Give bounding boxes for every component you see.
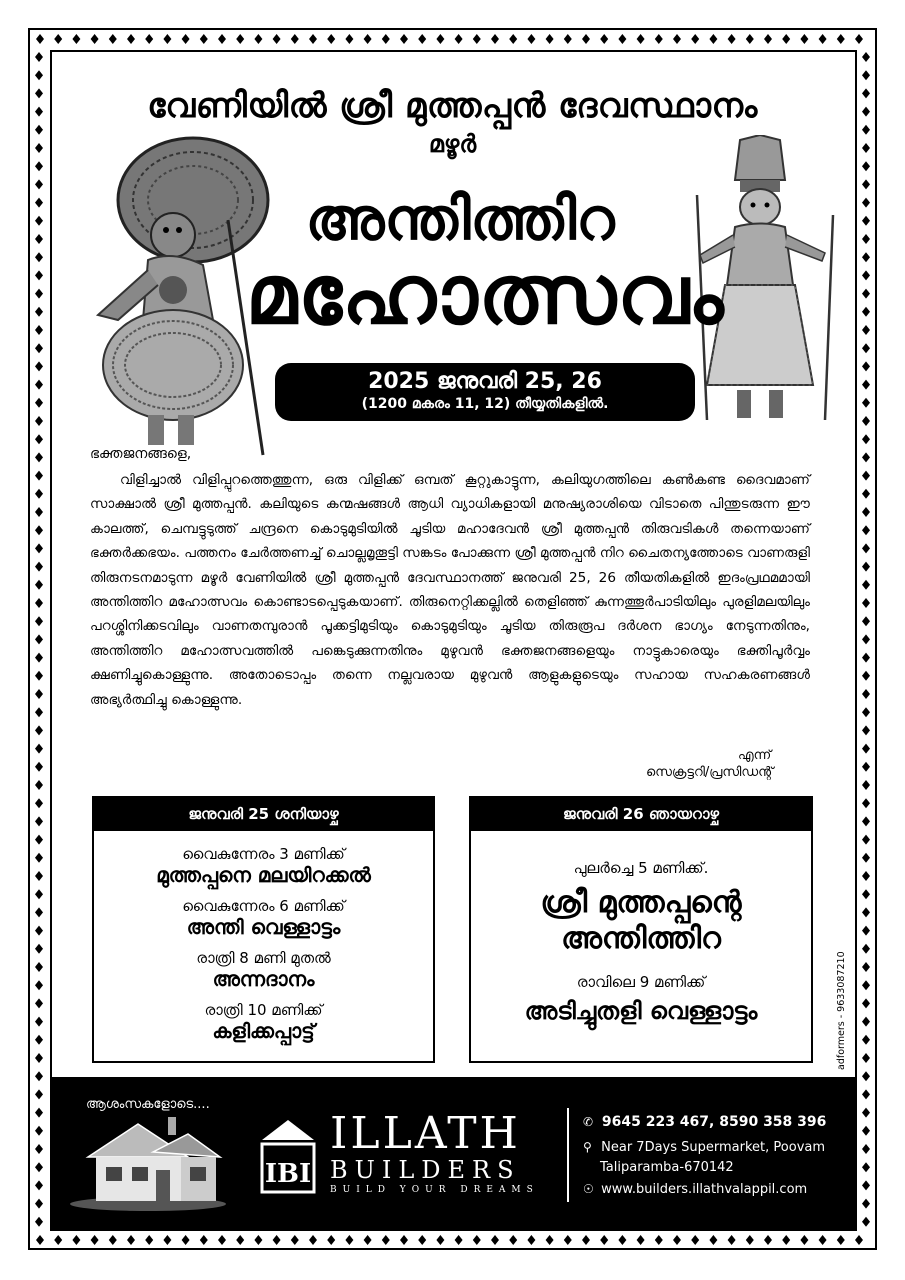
schedule-time: രാത്രി 10 മണിക്ക് — [204, 1001, 323, 1019]
schedule-time: വൈകുന്നേരം 6 മണിക്ക് — [182, 897, 345, 915]
globe-icon: ☉ — [583, 1182, 594, 1196]
footer-divider — [567, 1108, 569, 1202]
schedule-time: വൈകുന്നേരം 3 മണിക്ക് — [182, 845, 345, 863]
letter-greeting: ഭക്തജനങ്ങളെ, — [90, 446, 192, 462]
schedule-day2-heading: ജനുവരി 26 ഞായറാഴ്ച — [471, 798, 811, 831]
footer-greeting: ആശംസകളോടെ.... — [86, 1097, 210, 1112]
contact-address — [583, 1140, 825, 1155]
contact-website — [583, 1182, 807, 1197]
schedule-event: അന്തിത്തിറ — [561, 921, 721, 956]
brand-subtitle: BUILDERS — [330, 1156, 521, 1184]
schedule-event: കളിക്കപ്പാട്ട് — [212, 1019, 315, 1043]
festival-title-line1: അന്തിത്തിറ — [305, 185, 615, 253]
temple-title: വേണിയിൽ ശ്രീ മുത്തപ്പൻ ദേവസ്ഥാനം — [147, 86, 758, 126]
schedule-time: പുലർച്ചെ 5 മണിക്ക്. — [573, 859, 709, 877]
illath-logo-icon — [258, 1118, 318, 1198]
schedule-event: അന്തി വെള്ളാട്ടം — [186, 915, 341, 939]
brand-name: ILLATH — [330, 1108, 521, 1159]
schedule-day1-heading: ജനുവരി 25 ശനിയാഴ്ച — [94, 798, 433, 831]
schedule-time: രാവിലെ 9 മണിക്ക് — [576, 973, 706, 991]
schedule-day2 — [469, 796, 813, 1063]
website[interactable]: www.builders.illathvalappil.com — [601, 1182, 808, 1197]
logo-letters: IBI — [264, 1159, 312, 1189]
brand-tagline: BUILD YOUR DREAMS — [330, 1185, 539, 1195]
schedule-event: അന്നദാനം — [212, 967, 315, 991]
festival-title-line2: മഹോത്സവം — [245, 248, 725, 343]
signatory: സെക്രട്ടറി/പ്രസിഡന്റ് — [646, 765, 774, 780]
festival-date: 2025 ജനുവരി 25, 26 — [368, 369, 602, 394]
phone-number: 9645 223 467, 8590 358 396 — [601, 1114, 827, 1130]
house-icon — [68, 1112, 228, 1212]
festival-date-malayalam: (1200 മകരം 11, 12) തീയ്യതികളിൽ. — [361, 396, 609, 412]
schedule-time: രാത്രി 8 മണി മുതൽ — [196, 949, 331, 967]
brand-block — [330, 1108, 539, 1195]
schedule-event: ശ്രീ മുത്തപ്പന്റെ — [540, 885, 742, 920]
phone-icon: ✆ — [583, 1115, 594, 1129]
location-pin-icon: ⚲ — [583, 1140, 592, 1154]
contact-phone — [583, 1114, 826, 1130]
address-line1: Near 7Days Supermarket, Poovam — [601, 1140, 826, 1155]
schedule-day1 — [92, 796, 435, 1063]
schedule-event: അടിച്ചുതളി വെള്ളാട്ടം — [524, 997, 758, 1025]
address-line2: Taliparamba-670142 — [600, 1160, 734, 1175]
temple-place: മഴൂർ — [428, 130, 477, 158]
signature-prefix: എന്ന് — [738, 748, 772, 763]
letter-body: വിളിച്ചാൽ വിളിപ്പുറത്തെത്തുന്ന, ഒരു വിളിക്ക് ഒമ്പത് കൂറ്റുകാട്ടുന്ന, കലിയുഗത്തിലെ കൺകണ്ട ദൈവമാണ് സാക്ഷാൽ ശ്രീ മുത്തപ്പൻ. കലിയുടെ കന്മഷങ്ങൾ ആധി വ്യാധികളായി മനുഷ്യരാശിയെ വിടാതെ പിന്തുടരുന്ന ഈ കാലത്ത്, ചെമ്പട്ടുടുത്ത് ചന്ദ്രനെ കൊടുമുടിയിൽ ചൂടിയ മഹാദേവൻ ശ്രീ മുത്തപ്പൻ തിരുവടികൾ തന്നെയാണ് ഭക്തർക്കഭയം. പത്തനം ചേർത്തണച്ച് ചൊല്ലമൃതൂട്ടി സങ്കടം പോക്കുന്ന ശ്രീ മുത്തപ്പൻ നിറ ചൈതന്യത്തോടെ വാണരുളി തിരുനടനമാടുന്ന മഴൂർ വേണിയിൽ ശ്രീ മുത്തപ്പൻ ദേവസ്ഥാനത്ത് ജനുവരി 25, 26 തീയതികളിൽ ഇദംപ്രഥമമായി അന്തിത്തിറ മഹോത്സവം കൊണ്ടാടപ്പെടുകയാണ്. തിരുനെറ്റിക്കല്ലിൽ തെളിഞ്ഞ് കുന്നത്തൂർപാടിയിലും പുരളിമലയിലും പറശ്ശിനിക്കടവിലും വാണതമ്പുരാൻ പൂക്കട്ടിമുടിയും കൊടുമുടിയും ചൂടിയ തിരുരൂപ ദർശന ഭാഗ്യം നേടുന്നതിനും, അന്തിത്തിറ മഹോത്സവത്തിൽ പങ്കെടുക്കുന്നതിനും മുഴുവൻ ഭക്തജനങ്ങളെയും നാട്ടുകാരെയും ഭക്തിപൂർവ്വം ക്ഷണിച്ചുകൊള്ളുന്നു. അതോടൊപ്പം തന്നെ നല്ലവരായ മുഴുവൻ ആളുകളുടെയും സഹായ സഹകരണങ്ങൾ അഭ്യർത്ഥിച്ചു കൊള്ളുന്നു. — [90, 472, 810, 708]
designer-credit: adformers - 9633087210 — [836, 951, 847, 1070]
schedule-event: മുത്തപ്പനെ മലയിറക്കൽ — [156, 863, 371, 887]
date-banner — [275, 363, 695, 421]
